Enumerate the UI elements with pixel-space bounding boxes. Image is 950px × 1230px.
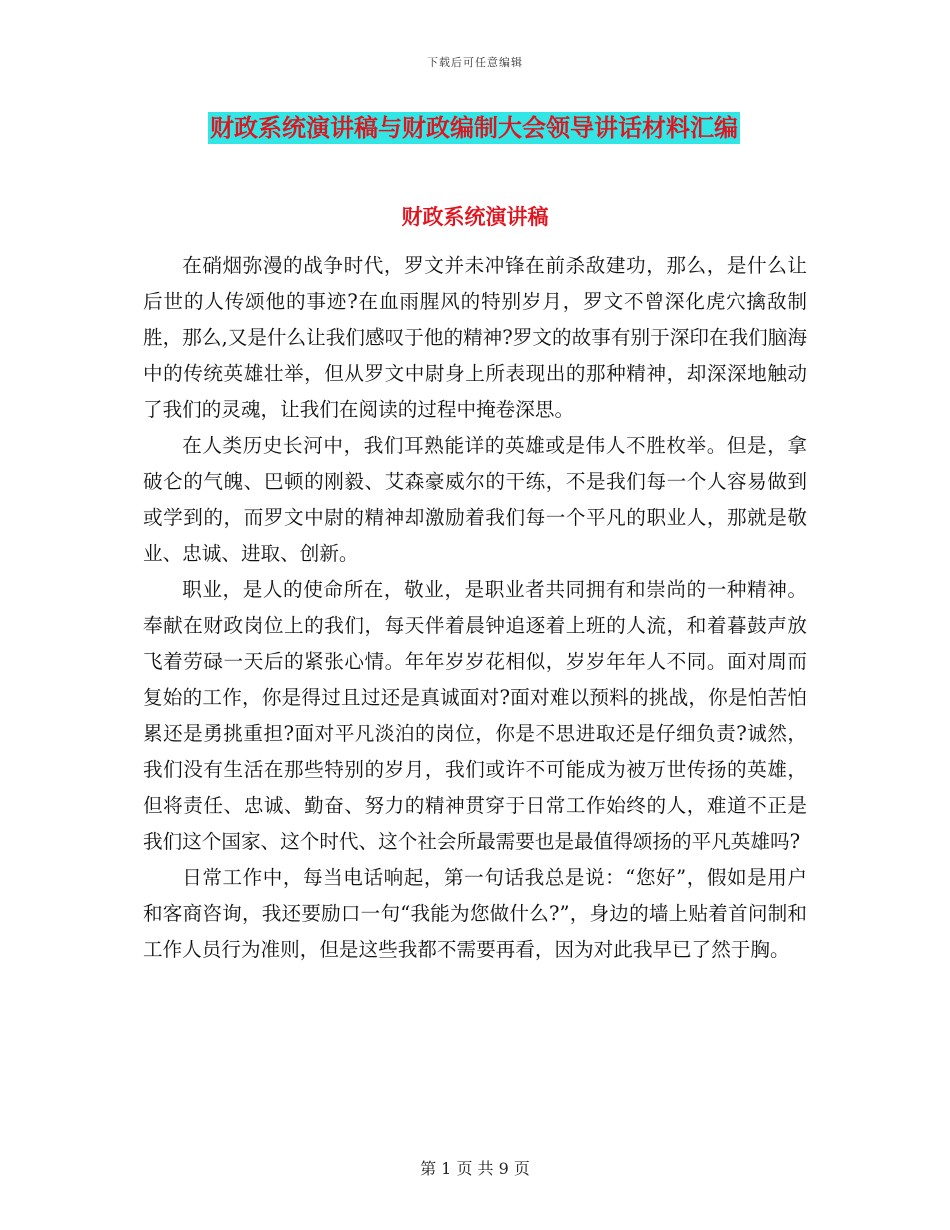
document-title-wrap: [208, 112, 790, 144]
paragraph: 日常工作中，每当电话响起，第一句话我总是说：“您好”，假如是用户和客商咨询，我还要励口一句“我能为您做什么?”，身边的墙上贴着首问制和工作人员行为准则，但是这些我都不需要再看，因为对此我早已了然于胸。: [143, 866, 807, 961]
paragraph: 在硝烟弥漫的战争时代，罗文并未冲锋在前杀敌建功，那么，是什么让后世的人传颂他的事迹?在血雨腥风的特别岁月，罗文不曾深化虎穴擒敌制胜，那么,又是什么让我们感叹于他的精神?罗文的故事有别于深印在我们脑海中的传统英雄壮举，但从罗文中尉身上所表现出的那种精神，却深深地触动了我们的灵魂，让我们在阅读的过程中掩卷深思。: [143, 254, 807, 421]
header-note: 下载后可任意编辑: [427, 56, 523, 69]
section-title: 财政系统演讲稿: [401, 204, 549, 229]
paragraph: 在人类历史长河中，我们耳熟能详的英雄或是伟人不胜枚举。但是，拿破仑的气魄、巴顿的刚毅、艾森豪威尔的干练，不是我们每一个人容易做到或学到的，而罗文中尉的精神却激励着我们每一个平凡的职业人，那就是敬业、忠诚、进取、创新。: [143, 434, 807, 565]
document-title: 财政系统演讲稿与财政编制大会领导讲话材料汇编: [210, 113, 738, 142]
paragraph: 职业，是人的使命所在，敬业，是职业者共同拥有和崇尚的一种精神。奉献在财政岗位上的我们，每天伴着晨钟追逐着上班的人流，和着暮鼓声放飞着劳碌一天后的紧张心情。年年岁岁花相似，岁岁年年人不同。面对周而复始的工作，你是得过且过还是真诚面对?面对难以预料的挑战，你是怕苦怕累还是勇挑重担?面对平凡淡泊的岗位，你是不思进取还是仔细负责?诚然，我们没有生活在那些特别的岁月，我们或许不可能成为被万世传扬的英雄，但将责任、忠诚、勤奋、努力的精神贯穿于日常工作始终的人，难道不正是我们这个国家、这个时代、这个社会所最需要也是最值得颂扬的平凡英雄吗?: [143, 578, 807, 853]
page-footer: 第 1 页 共 9 页: [420, 1159, 530, 1178]
body-text: [143, 248, 807, 968]
